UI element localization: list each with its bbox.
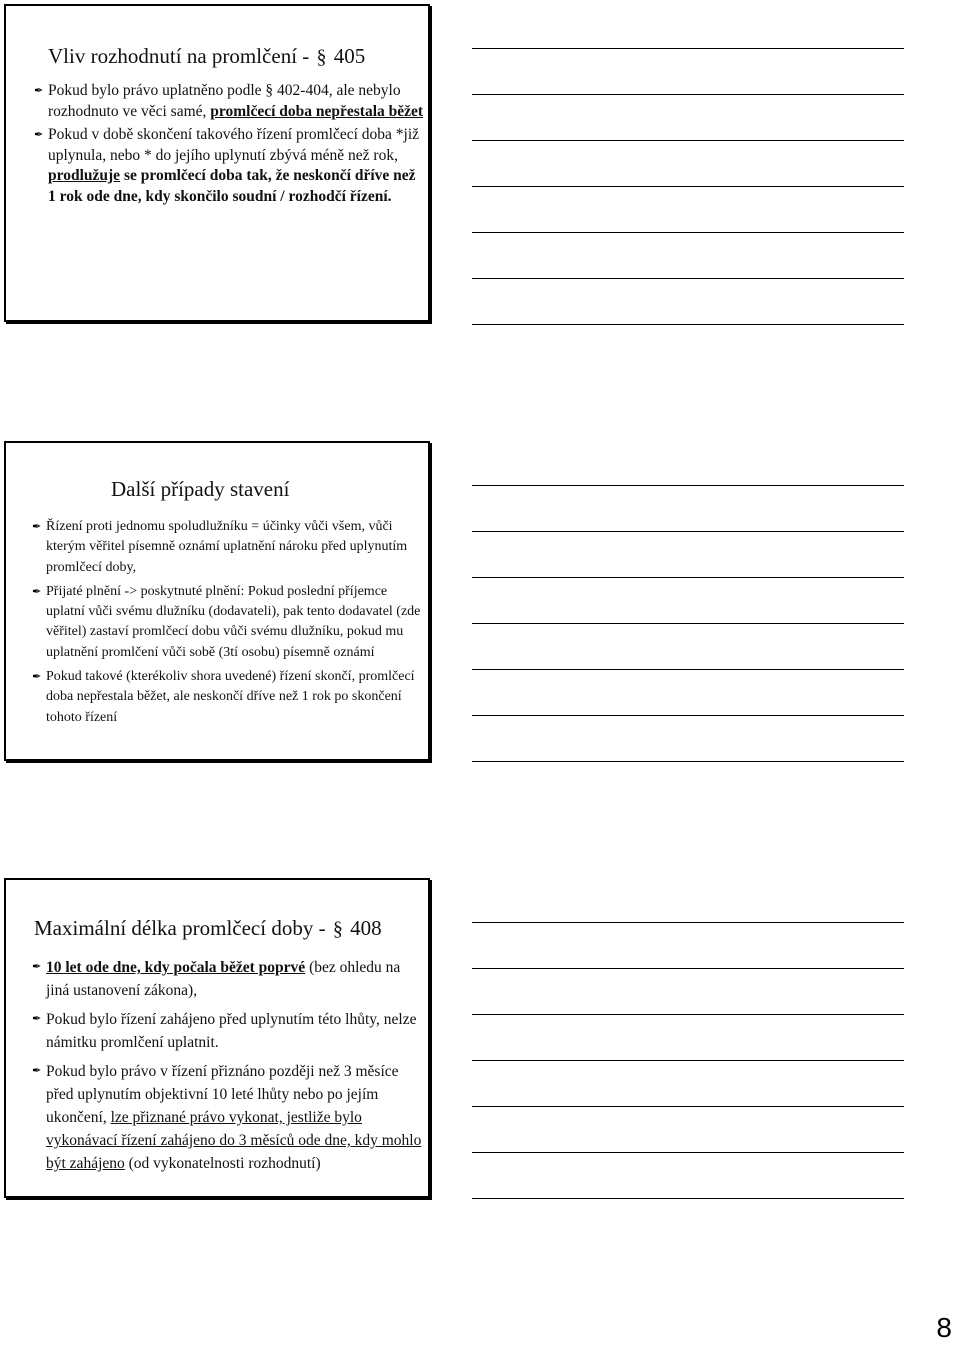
slide-title [48, 44, 365, 69]
note-line [472, 1106, 904, 1107]
bullet-text: Pokud bylo právo v řízení přiznáno později než 3 měsíce před uplynutím objektivní 10 leté lhůty nebo po jejím ukončení, [46, 1063, 399, 1126]
note-line [472, 669, 904, 670]
note-line [472, 577, 904, 578]
bullet-list [32, 517, 424, 732]
bullet-text: 10 let ode dne, kdy počala běžet poprvé [46, 959, 306, 976]
bullet-text: Řízení proti jednomu spoludlužníku = účinky vůči všem, vůči kterým věřitel písemně oznámí uplatnění nároku před uplynutím promlčecí doby, [46, 519, 408, 575]
bullet-text: Přijaté plnění -> poskytnuté plnění: Pokud poslední příjemce uplatní vůči svému dlužníku (dodavateli), pak tento dodavatel (zde věřitel) zastaví promlčecí dobu vůči svému dlužníku, pokud mu uplatnění promlčení vůči sobě (3tí osobu) písemně oznámí [46, 583, 421, 660]
bullet-list [34, 81, 424, 210]
bullet-list [32, 956, 424, 1181]
title-text: Vliv rozhodnutí na promlčení - [48, 44, 310, 68]
note-line [472, 531, 904, 532]
pen-nib-icon: ✒ [32, 1065, 42, 1077]
title-number: 408 [350, 916, 382, 940]
note-line [472, 1152, 904, 1153]
pen-nib-icon: ✒ [32, 521, 42, 533]
pen-nib-icon: ✒ [32, 961, 42, 973]
bullet-item [32, 956, 424, 1002]
bullet-text: Pokud bylo řízení zahájeno před uplynutím této lhůty, nelze námitku promlčení uplatnit. [46, 1011, 417, 1051]
bullet-text: Pokud takové (kterékoliv shora uvedené) řízení skončí, promlčecí doba nepřestala běžet, ale neskončí dříve než 1 rok po skončení tohoto řízení [46, 669, 415, 725]
bullet-item [32, 1060, 424, 1175]
bullet-item [32, 582, 424, 663]
bullet-text: promlčecí doba nepřestala běžet [210, 102, 424, 120]
note-line [472, 1014, 904, 1015]
note-line [472, 1060, 904, 1061]
section-symbol: § [332, 918, 343, 940]
section-symbol: § [316, 46, 327, 68]
bullet-text: lze přiznané právo vykonat, jestliže bylo vykonávací řízení zahájeno do 3 měsíců ode dne, kdy mohlo být zahájeno [46, 1109, 422, 1172]
note-line [472, 485, 904, 486]
slide-1 [4, 4, 430, 322]
note-line [472, 968, 904, 969]
note-line [472, 922, 904, 923]
bullet-item [34, 125, 424, 207]
bullet-text: Pokud v době skončení takového řízení promlčecí doba *již uplynula, nebo * do jejího uplynutí zbývá méně než rok, [48, 126, 420, 164]
note-line [472, 1198, 904, 1199]
bullet-text: (od vykonatelnosti rozhodnutí) [124, 1155, 321, 1172]
note-line [472, 140, 904, 141]
bullet-text: § [265, 82, 274, 99]
pen-nib-icon: ✒ [34, 85, 44, 97]
note-line [472, 324, 904, 325]
bullet-item [32, 1008, 424, 1054]
note-line [472, 94, 904, 95]
bullet-text: Pokud bylo právo uplatněno podle [48, 82, 266, 99]
note-line [472, 278, 904, 279]
title-number: 405 [333, 44, 366, 68]
bullet-item [32, 667, 424, 728]
note-line [472, 232, 904, 233]
note-line [472, 623, 904, 624]
pen-nib-icon: ✒ [34, 129, 44, 141]
page-number: 8 [936, 1312, 952, 1343]
pen-nib-icon: ✒ [32, 671, 42, 684]
pen-nib-icon: ✒ [32, 585, 42, 598]
note-line [472, 715, 904, 716]
bullet-text: (bez ohledu na jiná ustanovení zákona), [46, 959, 401, 999]
slide-title [34, 916, 382, 941]
bullet-text: 402-404, ale nebylo rozhodnuto ve věci samé, [48, 82, 401, 120]
title-text: Maximální délka promlčecí doby - [34, 916, 326, 940]
pen-nib-icon: ✒ [32, 1013, 42, 1025]
note-line [472, 761, 904, 762]
bullet-item [32, 517, 424, 578]
bullet-text: prodlužuje [48, 167, 121, 184]
note-line [472, 186, 904, 187]
bullet-item [34, 81, 424, 122]
slide-3 [4, 878, 430, 1198]
bullet-text: se promlčecí doba tak, že neskončí dříve než 1 rok ode dne, kdy skončilo soudní / rozhodčí řízení. [48, 167, 416, 205]
slide-title [111, 477, 289, 502]
slide-2 [4, 441, 430, 761]
note-line [472, 48, 904, 49]
title-text: Další případy stavení [111, 477, 290, 501]
